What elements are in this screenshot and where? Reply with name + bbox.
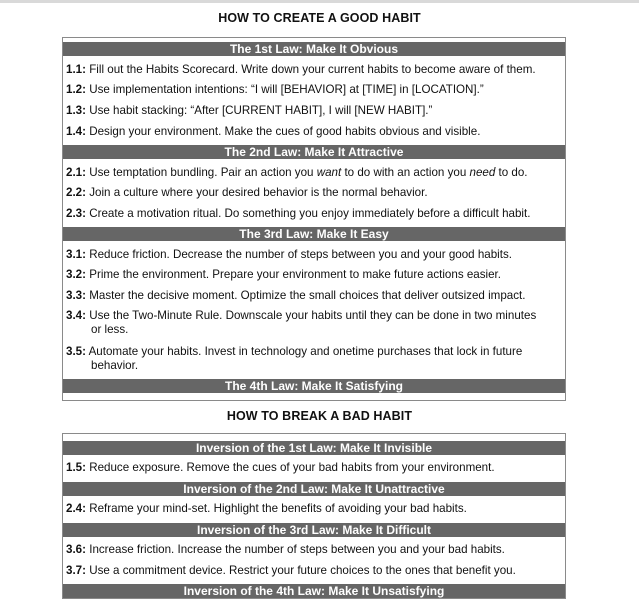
list-item (66, 125, 560, 139)
list-item (66, 63, 560, 77)
item-number: 2.2: (66, 186, 86, 199)
item-number: 1.5: (66, 461, 86, 474)
item-text: Reduce friction. Decrease the number of steps between you and your good habits. (89, 248, 512, 261)
law-2-header: The 2nd Law: Make It Attractive (63, 145, 565, 159)
list-item (66, 502, 560, 516)
item-emphasis: need (469, 166, 496, 179)
item-number: 2.3: (66, 207, 86, 220)
item-number: 1.1: (66, 63, 86, 76)
list-item (66, 104, 560, 118)
item-number: 2.4: (66, 502, 86, 515)
item-number: 3.5: (66, 345, 86, 358)
item-text: Use temptation bundling. Pair an action you (89, 166, 317, 179)
bad-habit-title: HOW TO BREAK A BAD HABIT (226, 409, 413, 423)
item-text: Use habit stacking: “After [CURRENT HABIT], I will [NEW HABIT].” (89, 104, 433, 117)
item-number: 1.2: (66, 83, 86, 96)
item-number: 3.4: (66, 309, 86, 322)
good-habit-table (62, 37, 566, 401)
item-text: Master the decisive moment. Optimize the small choices that deliver outsized impact. (89, 289, 526, 302)
law-1-header: The 1st Law: Make It Obvious (63, 42, 565, 56)
item-text: Automate your habits. Invest in technology and onetime purchases that lock in future (88, 345, 523, 358)
list-item (66, 543, 560, 557)
item-text: to do. (495, 166, 528, 179)
item-number: 3.3: (66, 289, 86, 302)
item-number: 1.4: (66, 125, 86, 138)
law-4-header: The 4th Law: Make It Satisfying (63, 379, 565, 393)
item-text: Create a motivation ritual. Do something you enjoy immediately before a difficult habit. (89, 207, 531, 220)
inversion-law-1-header: Inversion of the 1st Law: Make It Invisible (63, 441, 565, 455)
item-number: 3.1: (66, 248, 86, 261)
list-item (66, 207, 560, 221)
list-item (66, 461, 560, 475)
item-text: Use a commitment device. Restrict your future choices to the ones that benefit you. (89, 564, 516, 577)
inversion-law-2-header: Inversion of the 2nd Law: Make It Unattractive (63, 482, 565, 496)
item-text: Prime the environment. Prepare your environment to make future actions easier. (89, 268, 502, 281)
list-item (66, 345, 560, 373)
inversion-law-3-header: Inversion of the 3rd Law: Make It Difficult (63, 523, 565, 537)
list-item (66, 248, 560, 262)
good-habit-title: HOW TO CREATE A GOOD HABIT (218, 11, 421, 25)
inversion-law-4-header: Inversion of the 4th Law: Make It Unsatisfying (63, 584, 565, 598)
item-text: Increase friction. Increase the number of steps between you and your bad habits. (89, 543, 505, 556)
list-item (66, 268, 560, 282)
list-item (66, 564, 560, 578)
item-text-continued: behavior. (91, 359, 139, 372)
item-text: Reframe your mind-set. Highlight the benefits of avoiding your bad habits. (89, 502, 467, 515)
item-number: 3.2: (66, 268, 86, 281)
item-text: Fill out the Habits Scorecard. Write down your current habits to become aware of them. (89, 63, 536, 76)
list-item (66, 83, 560, 97)
list-item (66, 166, 560, 180)
item-text: Reduce exposure. Remove the cues of your bad habits from your environment. (89, 461, 495, 474)
item-text: Join a culture where your desired behavior is the normal behavior. (89, 186, 428, 199)
item-number: 3.6: (66, 543, 86, 556)
item-text: to do with an action you (341, 166, 470, 179)
item-number: 1.3: (66, 104, 86, 117)
bad-habit-table (62, 433, 566, 599)
list-item (66, 186, 560, 200)
list-item (66, 309, 560, 337)
item-text: Design your environment. Make the cues of good habits obvious and visible. (89, 125, 481, 138)
item-number: 3.7: (66, 564, 86, 577)
item-emphasis: want (316, 166, 342, 179)
item-text: Use the Two-Minute Rule. Downscale your habits until they can be done in two minutes (89, 309, 537, 322)
law-3-header: The 3rd Law: Make It Easy (63, 227, 565, 241)
item-number: 2.1: (66, 166, 86, 179)
top-divider (0, 0, 639, 3)
list-item (66, 289, 560, 303)
item-text: Use implementation intentions: “I will [BEHAVIOR] at [TIME] in [LOCATION].” (89, 83, 484, 96)
item-text-continued: or less. (91, 323, 129, 336)
